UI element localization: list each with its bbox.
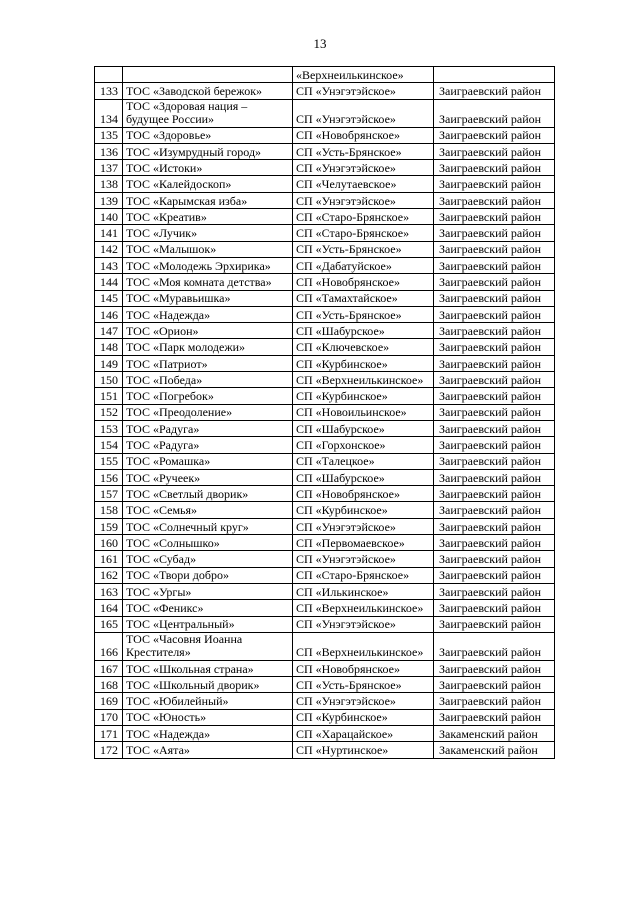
tos-name-cell: ТОС «Парк молодежи»	[123, 339, 293, 355]
tos-name-cell: ТОС «Школьный дворик»	[123, 677, 293, 693]
tos-name-cell: ТОС «Погребок»	[123, 388, 293, 404]
tos-name-cell: ТОС «Лучик»	[123, 225, 293, 241]
settlement-cell: СП «Илькинское»	[293, 583, 434, 599]
table-row	[95, 469, 555, 485]
district-cell: Заиграевский район	[434, 551, 555, 567]
table-row	[95, 616, 555, 632]
settlement-cell: СП «Харацайское»	[293, 725, 434, 741]
settlement-cell: СП «Курбинское»	[293, 502, 434, 518]
district-cell: Заиграевский район	[434, 192, 555, 208]
tos-name-cell: ТОС «Заводской бережок»	[123, 83, 293, 99]
district-cell: Заиграевский район	[434, 306, 555, 322]
district-cell: Заиграевский район	[434, 372, 555, 388]
settlement-cell: СП «Дабатуйское»	[293, 257, 434, 273]
row-number-cell: 137	[95, 160, 123, 176]
row-number-cell: 148	[95, 339, 123, 355]
settlement-cell: СП «Унэгэтэйское»	[293, 518, 434, 534]
settlement-cell: СП «Унэгэтэйское»	[293, 551, 434, 567]
tos-name-cell: ТОС «Изумрудный город»	[123, 143, 293, 159]
settlement-cell: СП «Верхнеилькинское»	[293, 632, 434, 660]
settlement-cell: СП «Талецкое»	[293, 453, 434, 469]
table-row	[95, 290, 555, 306]
tos-name-cell: ТОС «Ургы»	[123, 583, 293, 599]
district-cell: Закаменский район	[434, 742, 555, 758]
tos-name-cell: ТОС «Солнышко»	[123, 535, 293, 551]
settlement-cell: СП «Унэгэтэйское»	[293, 192, 434, 208]
table-row	[95, 274, 555, 290]
district-cell: Заиграевский район	[434, 127, 555, 143]
settlement-cell: СП «Горхонское»	[293, 437, 434, 453]
table-row	[95, 257, 555, 273]
table-row	[95, 660, 555, 676]
district-cell: Заиграевский район	[434, 257, 555, 273]
tos-name-cell: ТОС «Центральный»	[123, 616, 293, 632]
settlement-cell: СП «Старо-Брянское»	[293, 209, 434, 225]
table-row	[95, 127, 555, 143]
district-cell: Заиграевский район	[434, 502, 555, 518]
district-cell: Заиграевский район	[434, 469, 555, 485]
row-number-cell: 163	[95, 583, 123, 599]
tos-name-cell: ТОС «Светлый дворик»	[123, 486, 293, 502]
tos-name-cell: ТОС «Молодежь Эрхирика»	[123, 257, 293, 273]
district-cell: Заиграевский район	[434, 632, 555, 660]
tos-name-cell: ТОС «Победа»	[123, 372, 293, 388]
district-cell: Заиграевский район	[434, 535, 555, 551]
table-row	[95, 160, 555, 176]
district-cell: Заиграевский район	[434, 83, 555, 99]
tos-name-cell: ТОС «Солнечный круг»	[123, 518, 293, 534]
district-cell: Заиграевский район	[434, 404, 555, 420]
tos-name-cell: ТОС «Ромашка»	[123, 453, 293, 469]
tos-name-cell: ТОС «Здоровье»	[123, 127, 293, 143]
district-cell: Заиграевский район	[434, 616, 555, 632]
district-cell	[434, 67, 555, 83]
table-row	[95, 551, 555, 567]
table-row	[95, 99, 555, 127]
table-row	[95, 67, 555, 83]
settlement-cell: СП «Новобрянское»	[293, 274, 434, 290]
district-cell: Заиграевский район	[434, 241, 555, 257]
district-cell: Закаменский район	[434, 725, 555, 741]
district-cell: Заиграевский район	[434, 486, 555, 502]
row-number-cell: 155	[95, 453, 123, 469]
tos-name-cell: ТОС «Моя комната детства»	[123, 274, 293, 290]
tos-name-cell: ТОС «Здоровая нация – будущее России»	[123, 99, 293, 127]
row-number-cell: 143	[95, 257, 123, 273]
tos-name-cell: ТОС «Феникс»	[123, 600, 293, 616]
settlement-cell: СП «Усть-Брянское»	[293, 306, 434, 322]
tos-name-cell: ТОС «Ручеек»	[123, 469, 293, 485]
settlement-cell: СП «Старо-Брянское»	[293, 225, 434, 241]
row-number-cell: 151	[95, 388, 123, 404]
table-row	[95, 143, 555, 159]
row-number-cell: 172	[95, 742, 123, 758]
row-number-cell	[95, 67, 123, 83]
table-row	[95, 693, 555, 709]
table-row	[95, 632, 555, 660]
tos-name-cell: ТОС «Радуга»	[123, 420, 293, 436]
settlement-cell: СП «Новобрянское»	[293, 127, 434, 143]
row-number-cell: 164	[95, 600, 123, 616]
tos-name-cell: ТОС «Истоки»	[123, 160, 293, 176]
district-cell: Заиграевский район	[434, 600, 555, 616]
district-cell: Заиграевский район	[434, 225, 555, 241]
row-number-cell: 156	[95, 469, 123, 485]
table-row	[95, 355, 555, 371]
district-cell: Заиграевский район	[434, 437, 555, 453]
district-cell: Заиграевский район	[434, 518, 555, 534]
settlement-cell: СП «Курбинское»	[293, 388, 434, 404]
tos-name-cell: ТОС «Семья»	[123, 502, 293, 518]
district-cell: Заиграевский район	[434, 160, 555, 176]
tos-name-cell: ТОС «Радуга»	[123, 437, 293, 453]
tos-name-cell: ТОС «Твори добро»	[123, 567, 293, 583]
table-row	[95, 176, 555, 192]
table-row	[95, 518, 555, 534]
row-number-cell: 170	[95, 709, 123, 725]
tos-name-cell: ТОС «Надежда»	[123, 306, 293, 322]
district-cell: Заиграевский район	[434, 388, 555, 404]
row-number-cell: 162	[95, 567, 123, 583]
table-row	[95, 241, 555, 257]
settlement-cell: СП «Унэгэтэйское»	[293, 99, 434, 127]
settlement-cell: СП «Тамахтайское»	[293, 290, 434, 306]
row-number-cell: 139	[95, 192, 123, 208]
row-number-cell: 135	[95, 127, 123, 143]
row-number-cell: 138	[95, 176, 123, 192]
row-number-cell: 145	[95, 290, 123, 306]
tos-name-cell: ТОС «Преодоление»	[123, 404, 293, 420]
table-row	[95, 225, 555, 241]
table-row	[95, 437, 555, 453]
settlement-cell: СП «Шабурское»	[293, 420, 434, 436]
row-number-cell: 153	[95, 420, 123, 436]
settlement-cell: СП «Усть-Брянское»	[293, 677, 434, 693]
tos-name-cell: ТОС «Субад»	[123, 551, 293, 567]
row-number-cell: 157	[95, 486, 123, 502]
table-row	[95, 192, 555, 208]
table-row	[95, 486, 555, 502]
settlement-cell: СП «Новобрянское»	[293, 486, 434, 502]
settlement-cell: СП «Унэгэтэйское»	[293, 693, 434, 709]
table-row	[95, 583, 555, 599]
settlement-cell: СП «Первомаевское»	[293, 535, 434, 551]
table-row	[95, 420, 555, 436]
district-cell: Заиграевский район	[434, 339, 555, 355]
tos-name-cell: ТОС «Надежда»	[123, 725, 293, 741]
district-cell: Заиграевский район	[434, 453, 555, 469]
tos-name-cell: ТОС «Карымская изба»	[123, 192, 293, 208]
settlement-cell: СП «Ключевское»	[293, 339, 434, 355]
district-cell: Заиграевский район	[434, 677, 555, 693]
district-cell: Заиграевский район	[434, 709, 555, 725]
tos-registry-table	[94, 66, 555, 759]
row-number-cell: 147	[95, 323, 123, 339]
row-number-cell: 160	[95, 535, 123, 551]
row-number-cell: 144	[95, 274, 123, 290]
settlement-cell: «Верхнеилькинское»	[293, 67, 434, 83]
district-cell: Заиграевский район	[434, 209, 555, 225]
table-row	[95, 83, 555, 99]
table-row	[95, 742, 555, 758]
tos-name-cell: ТОС «Калейдоскоп»	[123, 176, 293, 192]
settlement-cell: СП «Курбинское»	[293, 355, 434, 371]
table-row	[95, 339, 555, 355]
table-row	[95, 600, 555, 616]
tos-name-cell: ТОС «Часовня Иоанна Крестителя»	[123, 632, 293, 660]
table-row	[95, 323, 555, 339]
row-number-cell: 159	[95, 518, 123, 534]
row-number-cell: 134	[95, 99, 123, 127]
tos-name-cell: ТОС «Муравьишка»	[123, 290, 293, 306]
settlement-cell: СП «Унэгэтэйское»	[293, 83, 434, 99]
settlement-cell: СП «Челутаевское»	[293, 176, 434, 192]
table-row	[95, 677, 555, 693]
settlement-cell: СП «Усть-Брянское»	[293, 143, 434, 159]
table-row	[95, 535, 555, 551]
district-cell: Заиграевский район	[434, 290, 555, 306]
tos-name-cell	[123, 67, 293, 83]
settlement-cell: СП «Верхнеилькинское»	[293, 600, 434, 616]
settlement-cell: СП «Шабурское»	[293, 469, 434, 485]
tos-name-cell: ТОС «Орион»	[123, 323, 293, 339]
table-row	[95, 404, 555, 420]
tos-name-cell: ТОС «Малышок»	[123, 241, 293, 257]
row-number-cell: 165	[95, 616, 123, 632]
table-row	[95, 453, 555, 469]
table-row	[95, 388, 555, 404]
district-cell: Заиграевский район	[434, 693, 555, 709]
tos-name-cell: ТОС «Креатив»	[123, 209, 293, 225]
district-cell: Заиграевский район	[434, 143, 555, 159]
table-row	[95, 567, 555, 583]
row-number-cell: 133	[95, 83, 123, 99]
settlement-cell: СП «Шабурское»	[293, 323, 434, 339]
settlement-cell: СП «Курбинское»	[293, 709, 434, 725]
table-row	[95, 209, 555, 225]
district-cell: Заиграевский район	[434, 420, 555, 436]
district-cell: Заиграевский район	[434, 660, 555, 676]
district-cell: Заиграевский район	[434, 274, 555, 290]
district-cell: Заиграевский район	[434, 355, 555, 371]
row-number-cell: 154	[95, 437, 123, 453]
tos-name-cell: ТОС «Юбилейный»	[123, 693, 293, 709]
table-row	[95, 372, 555, 388]
district-cell: Заиграевский район	[434, 99, 555, 127]
row-number-cell: 167	[95, 660, 123, 676]
settlement-cell: СП «Усть-Брянское»	[293, 241, 434, 257]
row-number-cell: 168	[95, 677, 123, 693]
tos-name-cell: ТОС «Юность»	[123, 709, 293, 725]
table-row	[95, 306, 555, 322]
settlement-cell: СП «Верхнеилькинское»	[293, 372, 434, 388]
district-cell: Заиграевский район	[434, 176, 555, 192]
tos-name-cell: ТОС «Аята»	[123, 742, 293, 758]
settlement-cell: СП «Нуртинское»	[293, 742, 434, 758]
row-number-cell: 169	[95, 693, 123, 709]
row-number-cell: 152	[95, 404, 123, 420]
row-number-cell: 158	[95, 502, 123, 518]
tos-name-cell: ТОС «Патриот»	[123, 355, 293, 371]
row-number-cell: 142	[95, 241, 123, 257]
row-number-cell: 141	[95, 225, 123, 241]
settlement-cell: СП «Новоильинское»	[293, 404, 434, 420]
table-row	[95, 709, 555, 725]
row-number-cell: 150	[95, 372, 123, 388]
district-cell: Заиграевский район	[434, 583, 555, 599]
row-number-cell: 140	[95, 209, 123, 225]
row-number-cell: 146	[95, 306, 123, 322]
table-row	[95, 725, 555, 741]
row-number-cell: 171	[95, 725, 123, 741]
row-number-cell: 136	[95, 143, 123, 159]
page-number: 13	[313, 36, 327, 51]
table-row	[95, 502, 555, 518]
district-cell: Заиграевский район	[434, 323, 555, 339]
settlement-cell: СП «Старо-Брянское»	[293, 567, 434, 583]
row-number-cell: 166	[95, 632, 123, 660]
settlement-cell: СП «Унэгэтэйское»	[293, 160, 434, 176]
district-cell: Заиграевский район	[434, 567, 555, 583]
row-number-cell: 149	[95, 355, 123, 371]
settlement-cell: СП «Новобрянское»	[293, 660, 434, 676]
settlement-cell: СП «Унэгэтэйское»	[293, 616, 434, 632]
row-number-cell: 161	[95, 551, 123, 567]
tos-name-cell: ТОС «Школьная страна»	[123, 660, 293, 676]
